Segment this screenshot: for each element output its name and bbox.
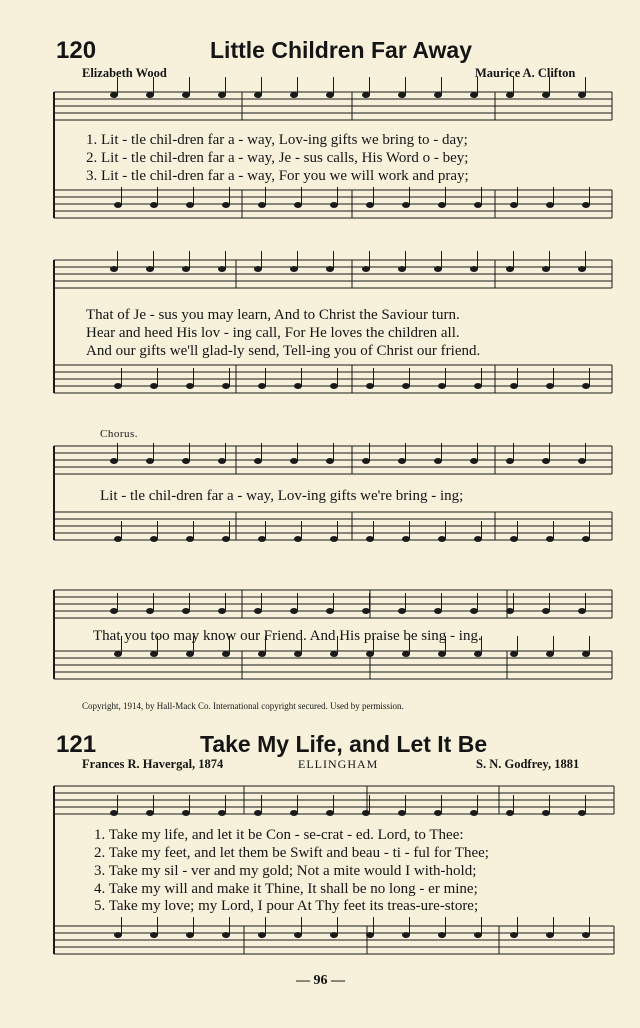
note-head [186,202,194,208]
words-credit: Elizabeth Wood [82,66,167,80]
note-head [362,608,370,614]
note-head [398,458,406,464]
note-head [434,608,442,614]
note-head [362,810,370,816]
note-head [362,458,370,464]
note-head [326,810,334,816]
note-head [366,202,374,208]
lyric-line: That of Je - sus you may learn, And to Christ the Saviour turn. [86,307,460,323]
note-head [546,383,554,389]
note-head [582,202,590,208]
note-head [290,810,298,816]
music-credit: S. N. Godfrey, 1881 [476,757,580,771]
note-head [578,608,586,614]
note-head [150,536,158,542]
note-head [150,202,158,208]
note-head [398,608,406,614]
note-head [438,932,446,938]
hymn-number: 121 [56,731,97,758]
note-head [150,932,158,938]
note-head [542,608,550,614]
note-head [326,458,334,464]
note-head [434,458,442,464]
note-head [506,810,514,816]
note-head [146,92,154,98]
note-head [434,92,442,98]
note-head [258,932,266,938]
note-head [366,383,374,389]
note-head [474,202,482,208]
note-head [182,810,190,816]
note-head [254,608,262,614]
note-head [254,458,262,464]
hymn-title: Take My Life, and Let It Be [200,731,488,757]
note-head [146,458,154,464]
lyric-line: Hear and heed His lov - ing call, For He loves the children all. [86,325,460,341]
note-head [366,536,374,542]
tune-name: ELLINGHAM [298,757,379,771]
note-head [218,92,226,98]
note-head [578,92,586,98]
note-head [186,932,194,938]
note-head [402,383,410,389]
lyric-line: 5. Take my love; my Lord, I pour At Thy feet its treas-ure-store; [94,898,479,914]
note-head [254,266,262,272]
note-head [434,810,442,816]
note-head [506,458,514,464]
note-head [402,932,410,938]
note-head [254,810,262,816]
note-head [434,266,442,272]
note-head [222,932,230,938]
note-head [294,202,302,208]
note-head [218,266,226,272]
copyright-notice: Copyright, 1914, by Hall-Mack Co. International copyright secured. Used by permission. [82,701,404,711]
note-head [366,932,374,938]
note-head [510,383,518,389]
note-head [114,202,122,208]
note-head [182,608,190,614]
note-head [218,608,226,614]
note-head [470,458,478,464]
note-head [182,266,190,272]
note-head [546,932,554,938]
note-head [222,383,230,389]
note-head [330,202,338,208]
note-head [294,932,302,938]
hymn-title: Little Children Far Away [210,37,472,63]
note-head [186,536,194,542]
note-head [182,458,190,464]
note-head [582,536,590,542]
words-credit: Frances R. Havergal, 1874 [82,757,224,771]
note-head [258,536,266,542]
note-head [470,608,478,614]
note-head [506,92,514,98]
note-head [114,651,122,657]
note-head [186,651,194,657]
note-head [474,383,482,389]
note-head [110,810,118,816]
note-head [222,202,230,208]
note-head [402,536,410,542]
note-head [326,608,334,614]
note-head [546,651,554,657]
note-head [398,266,406,272]
note-head [438,202,446,208]
note-head [582,651,590,657]
note-head [402,202,410,208]
note-head [542,92,550,98]
lyric-line: 3. Take my sil - ver and my gold; Not a mite would I with-hold; [94,863,477,879]
lyric-line: 2. Take my feet, and let them be Swift and beau - ti - ful for Thee; [94,845,489,861]
note-head [546,202,554,208]
page-number: — 96 — [296,973,345,988]
note-head [294,383,302,389]
note-head [222,651,230,657]
note-head [474,932,482,938]
music-credit: Maurice A. Clifton [475,66,576,80]
note-head [542,266,550,272]
note-head [578,458,586,464]
note-head [582,383,590,389]
note-head [110,92,118,98]
note-head [402,651,410,657]
lyric-line: 3. Lit - tle chil-dren far a - way, For you we will work and pray; [86,168,469,184]
note-head [290,266,298,272]
note-head [398,810,406,816]
note-head [326,92,334,98]
note-head [150,651,158,657]
hymn-number: 120 [56,37,97,64]
note-head [330,932,338,938]
note-head [506,266,514,272]
note-head [150,383,158,389]
note-head [398,92,406,98]
lyric-line: 1. Take my life, and let it be Con - se-crat - ed. Lord, to Thee: [94,827,464,843]
note-head [110,608,118,614]
note-head [578,266,586,272]
note-head [510,651,518,657]
note-head [290,458,298,464]
chorus-label: Chorus. [100,428,139,440]
lyric-line: That you too may know our Friend. And His praise be sing - ing. [93,628,482,644]
note-head [146,266,154,272]
note-head [254,92,262,98]
lyric-line: And our gifts we'll glad-ly send, Tell-ing you of Christ our friend. [86,343,481,359]
lyric-line: 2. Lit - tle chil-dren far a - way, Je - sus calls, His Word o - bey; [86,150,469,166]
note-head [470,810,478,816]
note-head [366,651,374,657]
note-head [510,932,518,938]
note-head [258,651,266,657]
note-head [114,383,122,389]
note-head [290,608,298,614]
note-head [258,202,266,208]
note-head [582,932,590,938]
note-head [222,536,230,542]
lyric-line: Lit - tle chil-dren far a - way, Lov-ing gifts we're bring - ing; [100,488,464,504]
note-head [510,202,518,208]
note-head [294,651,302,657]
note-head [110,458,118,464]
note-head [294,536,302,542]
note-head [438,536,446,542]
note-head [470,266,478,272]
note-head [362,92,370,98]
note-head [474,536,482,542]
note-head [362,266,370,272]
note-head [114,932,122,938]
note-head [186,383,194,389]
note-head [146,810,154,816]
note-head [506,608,514,614]
note-head [326,266,334,272]
note-head [110,266,118,272]
note-head [578,810,586,816]
note-head [290,92,298,98]
note-head [330,651,338,657]
note-head [546,536,554,542]
note-head [542,810,550,816]
note-head [330,536,338,542]
note-head [182,92,190,98]
note-head [146,608,154,614]
note-head [218,458,226,464]
lyric-line: 4. Take my will and make it Thine, It shall be no long - er mine; [94,881,478,897]
note-head [542,458,550,464]
lyric-line: 1. Lit - tle chil-dren far a - way, Lov-ing gifts we bring to - day; [86,132,468,148]
note-head [470,92,478,98]
note-head [510,536,518,542]
note-head [218,810,226,816]
note-head [114,536,122,542]
note-head [330,383,338,389]
note-head [438,651,446,657]
note-head [258,383,266,389]
note-head [474,651,482,657]
note-head [438,383,446,389]
